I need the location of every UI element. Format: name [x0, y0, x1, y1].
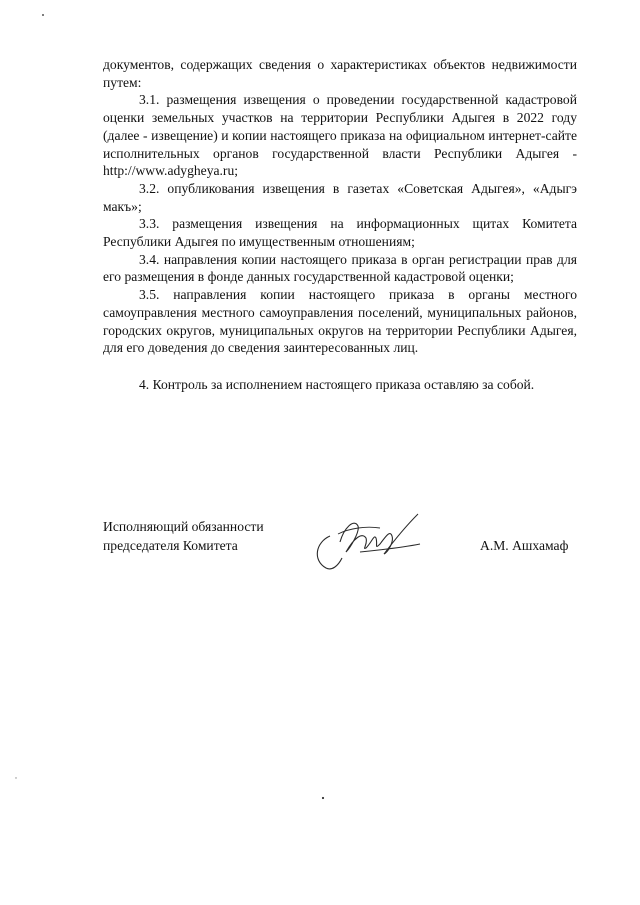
item-3-3: 3.3. размещения извещения на информационных щитах Комитета Республики Адыгея по имущественным отношениям; — [103, 216, 577, 250]
point-4: 4. Контроль за исполнением настоящего приказа оставляю за собой. — [139, 376, 535, 392]
item-3-5: 3.5. направления копии настоящего приказа в органы местного самоуправления местного самоуправления поселений, муниципальных районов, городских округов, муниципальных округов на территории Республики Адыгея, для его доведения до сведения заинтересованных лиц. — [103, 287, 577, 356]
scan-speck — [320, 795, 326, 801]
item-3-1: 3.1. размещения извещения о проведении государственной кадастровой оценки земельных участков на территории Республики Адыгея в 2022 году (далее - извещение) и копии настоящего приказа на официальном интернет-сайте исполнительных органов государственной власти Республики Адыгея - http://www.adygheya.ru; — [103, 92, 577, 179]
signatory-name: А.М. Ашхамаф — [480, 538, 569, 553]
lead-paragraph: документов, содержащих сведения о характеристиках объектов недвижимости путем: — [103, 57, 577, 90]
handwritten-signature — [310, 508, 425, 574]
scan-speck — [40, 12, 46, 18]
item-3-4: 3.4. направления копии настоящего приказа в орган регистрации прав для его размещения в фонде данных государственной кадастровой оценки; — [103, 251, 577, 285]
signatory-position — [103, 518, 264, 555]
document-body — [103, 56, 577, 394]
scan-speck — [14, 776, 18, 780]
position-line-1: Исполняющий обязанности — [103, 519, 264, 534]
position-line-2: председателя Комитета — [103, 537, 238, 553]
item-3-2: 3.2. опубликования извещения в газетах «Советская Адыгея», «Адыгэ макъ»; — [103, 180, 577, 214]
